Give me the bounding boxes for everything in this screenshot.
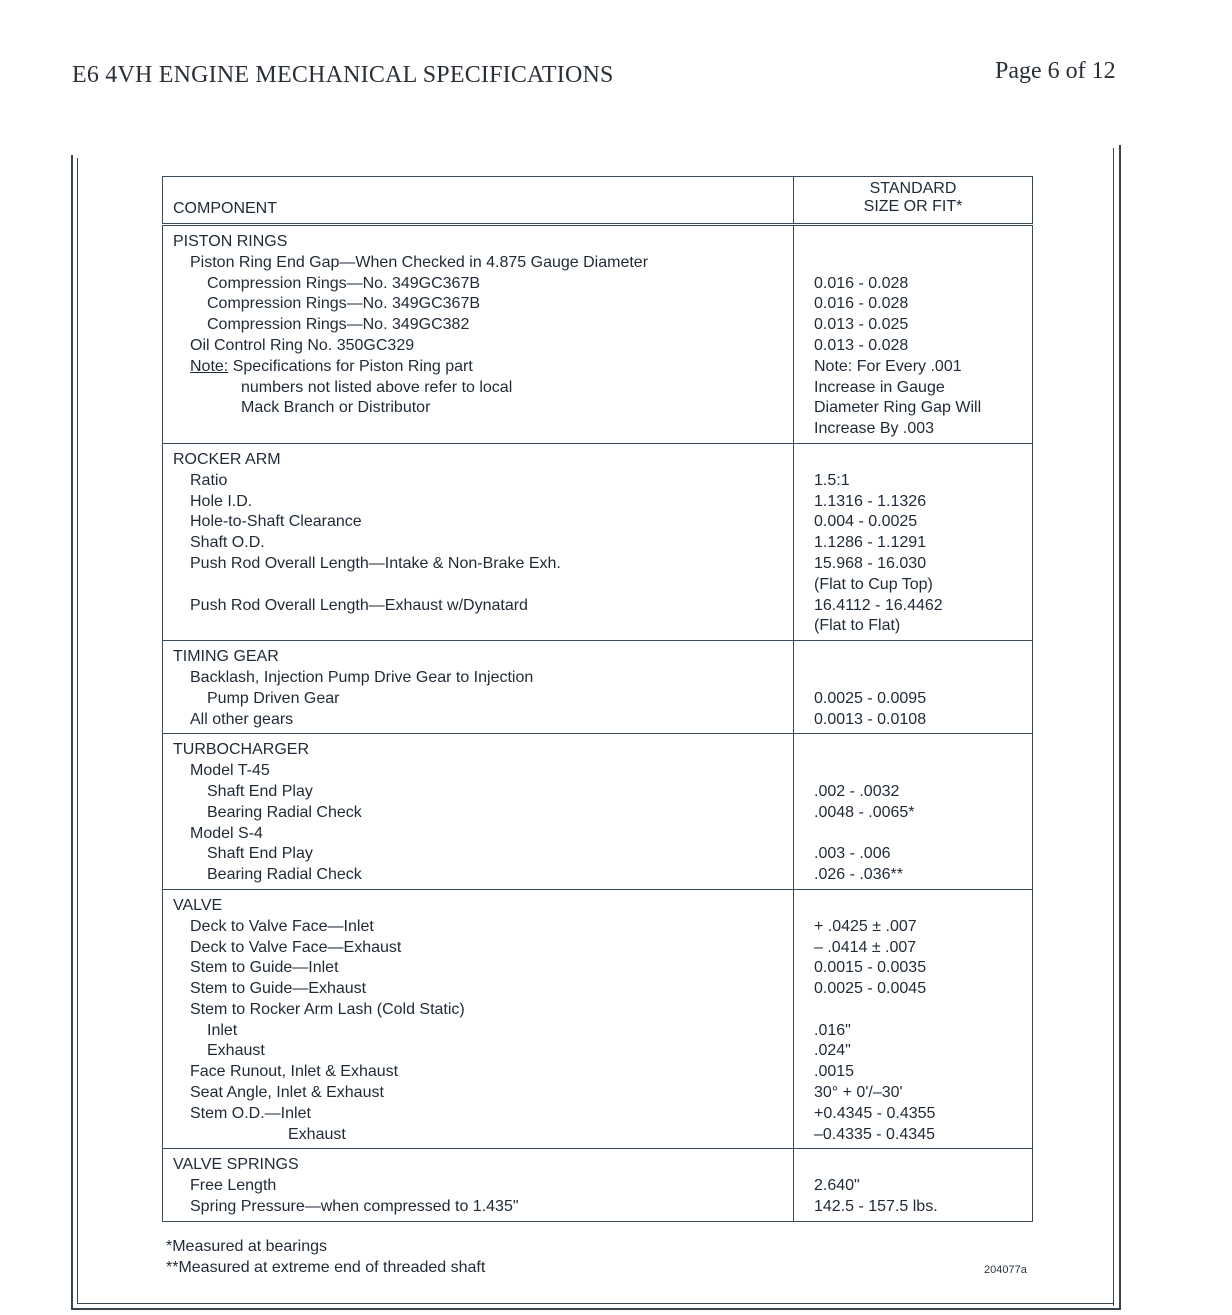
standard-value-cell	[794, 641, 1033, 734]
standard-value-cell	[794, 443, 1033, 640]
component-line: Spring Pressure—when compressed to 1.435"	[190, 1198, 519, 1216]
footnotes	[166, 1237, 485, 1278]
component-line: Piston Ring End Gap—When Checked in 4.875 Gauge Diameter	[190, 253, 649, 271]
component-line: Oil Control Ring No. 350GC329	[190, 336, 415, 354]
standard-value: Increase By .003	[814, 420, 935, 438]
component-line: Exhaust	[207, 1042, 265, 1060]
section-heading: TURBOCHARGER	[173, 741, 310, 759]
standard-value: 0.016 - 0.028	[814, 274, 909, 292]
standard-value-cell	[794, 1149, 1033, 1221]
standard-value: 0.004 - 0.0025	[814, 513, 918, 531]
component-line: All other gears	[190, 710, 294, 728]
component-line: Exhaust	[288, 1125, 346, 1143]
component-line: Free Length	[190, 1177, 277, 1195]
standard-value-cell	[794, 734, 1033, 890]
standard-value: 0.0025 - 0.0045	[814, 980, 927, 998]
standard-value-cell	[794, 225, 1033, 444]
standard-value: 1.1316 - 1.1326	[814, 492, 927, 510]
document-code: 204077a	[984, 1264, 1027, 1276]
standard-value	[794, 761, 1032, 782]
standard-value: .026 - .036**	[814, 866, 903, 884]
section-heading: PISTON RINGS	[173, 233, 288, 250]
standard-value: Note: For Every .001	[814, 357, 962, 375]
standard-value: 16.4112 - 16.4462	[814, 596, 943, 614]
column-header-component: COMPONENT	[163, 177, 794, 225]
standard-value	[794, 896, 1032, 917]
frame-border-right-outer	[1119, 145, 1121, 1309]
standard-value: –0.4335 - 0.4345	[814, 1125, 935, 1143]
component-line: Ratio	[190, 471, 228, 489]
component-line	[163, 357, 793, 378]
component-line: Model T-45	[190, 762, 270, 780]
component-line: Mack Branch or Distributor	[241, 399, 431, 417]
component-line: Hole-to-Shaft Clearance	[190, 513, 362, 531]
standard-value	[794, 253, 1032, 274]
component-line: numbers not listed above refer to local	[241, 378, 513, 396]
frame-border-right-inner	[1113, 148, 1114, 1306]
section-heading: ROCKER ARM	[173, 450, 281, 468]
standard-value: 1.1286 - 1.1291	[814, 534, 927, 552]
standard-value: 0.016 - 0.028	[814, 295, 909, 313]
specifications-table	[162, 176, 1033, 1222]
standard-value: 2.640"	[814, 1177, 860, 1195]
component-cell	[163, 641, 794, 734]
standard-value	[794, 647, 1032, 668]
standard-value: 15.968 - 16.030	[814, 554, 927, 572]
frame-border-left-inner	[77, 158, 78, 1304]
section-heading: TIMING GEAR	[173, 648, 279, 666]
standard-value: 0.0015 - 0.0035	[814, 959, 927, 977]
table-header-row	[163, 177, 1033, 225]
component-line: Deck to Valve Face—Exhaust	[190, 938, 402, 956]
component-line: Inlet	[207, 1021, 238, 1039]
note-text: Specifications for Piston Ring part	[232, 357, 473, 375]
standard-value: 0.0025 - 0.0095	[814, 689, 927, 707]
standard-value-cell	[794, 889, 1033, 1149]
component-line: Bearing Radial Check	[207, 803, 362, 821]
standard-value: + .0425 ± .007	[814, 917, 917, 935]
standard-value: (Flat to Flat)	[814, 617, 901, 635]
column-header-standard	[794, 177, 1033, 225]
component-line: Stem to Guide—Inlet	[190, 959, 339, 977]
component-line	[163, 575, 793, 596]
section-heading: VALVE	[173, 896, 223, 914]
standard-value: – .0414 ± .007	[814, 938, 917, 956]
section-heading: VALVE SPRINGS	[173, 1156, 299, 1174]
standard-value	[794, 232, 1032, 253]
section-row-rocker-arm	[163, 443, 1033, 640]
table-body	[163, 225, 1033, 1222]
standard-value: Increase in Gauge	[814, 378, 945, 396]
section-row-timing-gear	[163, 641, 1033, 734]
frame-border-left-outer	[71, 155, 73, 1308]
section-row-turbocharger	[163, 734, 1033, 890]
component-cell	[163, 734, 794, 890]
standard-value	[794, 740, 1032, 761]
standard-value: .002 - .0032	[814, 782, 900, 800]
column-header-standard-line2: SIZE OR FIT*	[863, 198, 963, 215]
component-line: Compression Rings—No. 349GC382	[207, 316, 470, 334]
component-line: Deck to Valve Face—Inlet	[190, 917, 374, 935]
standard-value: 0.0013 - 0.0108	[814, 710, 927, 728]
standard-value: 30° + 0'/–30'	[814, 1084, 903, 1102]
component-cell	[163, 225, 794, 444]
standard-value	[794, 1155, 1032, 1176]
standard-value	[794, 450, 1032, 471]
footnote-threaded-shaft: **Measured at extreme end of threaded shaft	[166, 1258, 486, 1276]
component-line: Shaft End Play	[207, 845, 313, 863]
standard-value: .0048 - .0065*	[814, 803, 915, 821]
component-line: Backlash, Injection Pump Drive Gear to Injection	[190, 668, 534, 686]
standard-value	[794, 824, 1032, 845]
standard-value: 1.5:1	[814, 471, 850, 489]
component-line: Push Rod Overall Length—Intake & Non-Brake Exh.	[190, 554, 561, 572]
component-line: Stem to Guide—Exhaust	[190, 980, 367, 998]
component-line: Shaft End Play	[207, 782, 313, 800]
standard-value: (Flat to Cup Top)	[814, 575, 933, 593]
standard-value	[794, 1000, 1032, 1021]
standard-value: Diameter Ring Gap Will	[814, 399, 982, 417]
standard-value: 142.5 - 157.5 lbs.	[814, 1198, 938, 1216]
column-header-standard-line1: STANDARD	[869, 180, 957, 197]
component-cell	[163, 443, 794, 640]
standard-value: +0.4345 - 0.4355	[814, 1104, 936, 1122]
component-line: Shaft O.D.	[190, 534, 265, 552]
section-row-piston-rings	[163, 225, 1033, 444]
note-label: Note:	[190, 357, 229, 375]
component-line: Stem to Rocker Arm Lash (Cold Static)	[190, 1000, 465, 1018]
component-line: Seat Angle, Inlet & Exhaust	[190, 1084, 384, 1102]
component-line: Compression Rings—No. 349GC367B	[207, 295, 481, 313]
component-cell	[163, 889, 794, 1149]
footnote-bearings: *Measured at bearings	[166, 1238, 327, 1255]
standard-value	[794, 668, 1032, 689]
component-line: Hole I.D.	[190, 492, 253, 510]
component-line: Model S-4	[190, 824, 263, 842]
frame-border-bottom-outer	[71, 1308, 1121, 1310]
page-number: Page 6 of 12	[995, 58, 1116, 84]
component-line: Pump Driven Gear	[207, 689, 340, 707]
standard-value: .016"	[814, 1021, 851, 1039]
component-line: Compression Rings—No. 349GC367B	[207, 274, 481, 292]
standard-value: 0.013 - 0.028	[814, 336, 909, 354]
document-title: E6 4VH ENGINE MECHANICAL SPECIFICATIONS	[72, 62, 614, 88]
standard-value: .0015	[814, 1063, 855, 1081]
component-cell	[163, 1149, 794, 1221]
standard-value: 0.013 - 0.025	[814, 316, 909, 334]
component-line: Push Rod Overall Length—Exhaust w/Dynatard	[190, 596, 528, 614]
section-row-valve	[163, 889, 1033, 1149]
component-line: Stem O.D.—Inlet	[190, 1104, 311, 1122]
component-line: Face Runout, Inlet & Exhaust	[190, 1063, 399, 1081]
standard-value: .024"	[814, 1042, 851, 1060]
section-row-valve-springs	[163, 1149, 1033, 1221]
standard-value: .003 - .006	[814, 845, 891, 863]
frame-border-bottom-inner	[77, 1303, 1114, 1304]
component-line: Bearing Radial Check	[207, 866, 362, 884]
